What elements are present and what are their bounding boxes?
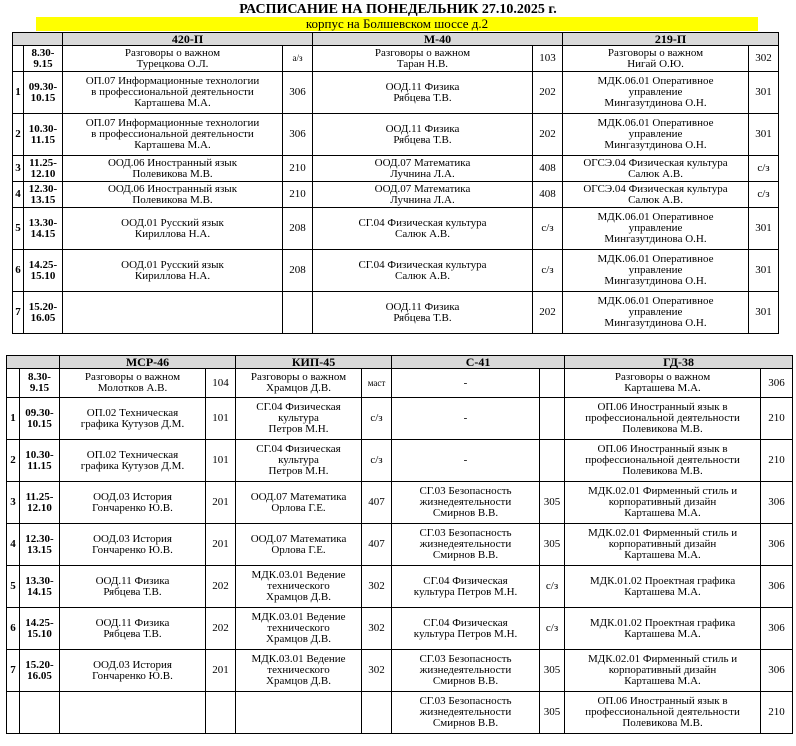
group-header: С-41 bbox=[392, 356, 565, 369]
lesson-room: а/з bbox=[283, 46, 313, 72]
lesson-subject: ООД.07 Математика Лучнина Л.А. bbox=[313, 156, 533, 182]
lesson-room: 202 bbox=[206, 566, 236, 608]
lesson-subject: ООД.03 История Гончаренко Ю.В. bbox=[60, 524, 206, 566]
lesson-subject bbox=[63, 292, 283, 334]
schedule-row bbox=[13, 182, 779, 208]
lesson-room bbox=[206, 692, 236, 734]
schedule-row bbox=[7, 566, 793, 608]
lesson-room: 306 bbox=[761, 650, 793, 692]
lesson-number: 4 bbox=[13, 182, 24, 208]
lesson-subject: СГ.03 Безопасность жизнедеятельности Смирнов В.В. bbox=[392, 692, 540, 734]
lesson-subject: СГ.04 Физическая культура Петров М.Н. bbox=[236, 440, 362, 482]
lesson-room: 201 bbox=[206, 650, 236, 692]
lesson-time bbox=[20, 692, 60, 734]
lesson-time: 13.30- 14.15 bbox=[20, 566, 60, 608]
lesson-time: 14.25- 15.10 bbox=[24, 250, 63, 292]
lesson-subject: ООД.11 Физика Рябцева Т.В. bbox=[313, 114, 533, 156]
lesson-room: 101 bbox=[206, 440, 236, 482]
schedule-row bbox=[13, 250, 779, 292]
lesson-time: 14.25- 15.10 bbox=[20, 608, 60, 650]
lesson-room: 306 bbox=[761, 608, 793, 650]
lesson-room: 305 bbox=[540, 482, 565, 524]
lesson-room: 306 bbox=[761, 482, 793, 524]
schedule-table-2 bbox=[6, 355, 793, 734]
lesson-subject: ОП.02 Техническая графика Кутузов Д.М. bbox=[60, 398, 206, 440]
schedule-row bbox=[7, 650, 793, 692]
lesson-room: с/з bbox=[749, 156, 779, 182]
lesson-number: 3 bbox=[13, 156, 24, 182]
group-header-row bbox=[7, 356, 793, 369]
lesson-room: 202 bbox=[206, 608, 236, 650]
lesson-room: 301 bbox=[749, 72, 779, 114]
lesson-room: 305 bbox=[540, 692, 565, 734]
lesson-room bbox=[540, 398, 565, 440]
lesson-room: 202 bbox=[533, 292, 563, 334]
lesson-room: 301 bbox=[749, 250, 779, 292]
lesson-subject: ООД.06 Иностранный язык Полевикова М.В. bbox=[63, 156, 283, 182]
lesson-room: 408 bbox=[533, 156, 563, 182]
lesson-subject: ОП.02 Техническая графика Кутузов Д.М. bbox=[60, 440, 206, 482]
lesson-room: с/з bbox=[533, 208, 563, 250]
lesson-room: 305 bbox=[540, 524, 565, 566]
lesson-room: 306 bbox=[761, 566, 793, 608]
lesson-subject: Разговоры о важном Храмцов Д.В. bbox=[236, 369, 362, 398]
lesson-time: 13.30- 14.15 bbox=[24, 208, 63, 250]
lesson-time: 15.20- 16.05 bbox=[20, 650, 60, 692]
lesson-room: с/з bbox=[362, 398, 392, 440]
lesson-number bbox=[13, 46, 24, 72]
lesson-subject: ОГСЭ.04 Физическая культура Салюк А.В. bbox=[563, 156, 749, 182]
lesson-subject: - bbox=[392, 440, 540, 482]
group-header: ГД-38 bbox=[565, 356, 793, 369]
page-title: РАСПИСАНИЕ НА ПОНЕДЕЛЬНИК 27.10.2025 г. bbox=[239, 2, 557, 17]
lesson-subject: СГ.03 Безопасность жизнедеятельности Смирнов В.В. bbox=[392, 524, 540, 566]
lesson-subject: ОП.06 Иностранный язык в профессиональной деятельности Полевикова М.В. bbox=[565, 692, 761, 734]
lesson-subject: МДК.06.01 Оперативное управление Мингазутдинова О.Н. bbox=[563, 292, 749, 334]
lesson-subject: - bbox=[392, 398, 540, 440]
schedule-row bbox=[7, 524, 793, 566]
lesson-room: 302 bbox=[362, 566, 392, 608]
lesson-room: с/з bbox=[362, 440, 392, 482]
lesson-number: 7 bbox=[13, 292, 24, 334]
lesson-subject: ООД.11 Физика Рябцева Т.В. bbox=[313, 292, 533, 334]
schedule-row bbox=[7, 608, 793, 650]
lesson-subject: Разговоры о важном Молотков А.В. bbox=[60, 369, 206, 398]
lesson-subject: МДК.06.01 Оперативное управление Мингазутдинова О.Н. bbox=[563, 208, 749, 250]
lesson-room bbox=[283, 292, 313, 334]
group-header: МСР-46 bbox=[60, 356, 236, 369]
lesson-number: 7 bbox=[7, 650, 20, 692]
schedule-table-1 bbox=[12, 32, 779, 334]
corner-cell bbox=[13, 33, 63, 46]
lesson-room bbox=[540, 440, 565, 482]
group-header: 219-П bbox=[563, 33, 779, 46]
lesson-subject: ООД.03 История Гончаренко Ю.В. bbox=[60, 482, 206, 524]
lesson-subject: ООД.11 Физика Рябцева Т.В. bbox=[60, 566, 206, 608]
lesson-subject: Разговоры о важном Карташева М.А. bbox=[565, 369, 761, 398]
lesson-room: 301 bbox=[749, 208, 779, 250]
lesson-room: 104 bbox=[206, 369, 236, 398]
lesson-room: 306 bbox=[761, 369, 793, 398]
lesson-number bbox=[7, 692, 20, 734]
lesson-time: 8.30- 9.15 bbox=[20, 369, 60, 398]
lesson-subject: МДК.01.02 Проектная графика Карташева М.А. bbox=[565, 608, 761, 650]
lesson-room: с/з bbox=[540, 608, 565, 650]
schedule-row bbox=[13, 46, 779, 72]
lesson-subject: МДК.02.01 Фирменный стиль и корпоративный дизайн Карташева М.А. bbox=[565, 482, 761, 524]
lesson-room: 202 bbox=[533, 72, 563, 114]
lesson-room: 103 bbox=[533, 46, 563, 72]
lesson-subject: ООД.07 Математика Орлова Г.Е. bbox=[236, 482, 362, 524]
lesson-room bbox=[540, 369, 565, 398]
corner-cell bbox=[7, 356, 60, 369]
lesson-subject: ОГСЭ.04 Физическая культура Салюк А.В. bbox=[563, 182, 749, 208]
lesson-subject: ОП.07 Информационные технологии в профессиональной деятельности Карташева М.А. bbox=[63, 114, 283, 156]
lesson-subject: - bbox=[392, 369, 540, 398]
lesson-room: с/з bbox=[749, 182, 779, 208]
lesson-number bbox=[7, 369, 20, 398]
lesson-room: 101 bbox=[206, 398, 236, 440]
lesson-room: 302 bbox=[749, 46, 779, 72]
lesson-subject: МДК.06.01 Оперативное управление Мингазутдинова О.Н. bbox=[563, 250, 749, 292]
lesson-time: 11.25- 12.10 bbox=[24, 156, 63, 182]
lesson-number: 5 bbox=[7, 566, 20, 608]
lesson-subject: СГ.04 Физическая культура Салюк А.В. bbox=[313, 250, 533, 292]
lesson-subject: МДК.06.01 Оперативное управление Мингазутдинова О.Н. bbox=[563, 72, 749, 114]
lesson-number: 5 bbox=[13, 208, 24, 250]
lesson-subject: МДК.03.01 Ведение технического Храмцов Д.В. bbox=[236, 608, 362, 650]
lesson-subject bbox=[60, 692, 206, 734]
lesson-subject: ООД.11 Физика Рябцева Т.В. bbox=[313, 72, 533, 114]
lesson-subject: МДК.03.01 Ведение технического Храмцов Д.В. bbox=[236, 650, 362, 692]
lesson-room: 210 bbox=[283, 156, 313, 182]
lesson-subject: СГ.04 Физическая культура Салюк А.В. bbox=[313, 208, 533, 250]
lesson-subject: ООД.03 История Гончаренко Ю.В. bbox=[60, 650, 206, 692]
lesson-room: 305 bbox=[540, 650, 565, 692]
lesson-room: 201 bbox=[206, 524, 236, 566]
lesson-subject: ОП.07 Информационные технологии в профессиональной деятельности Карташева М.А. bbox=[63, 72, 283, 114]
schedule-row bbox=[13, 114, 779, 156]
lesson-time: 09.30- 10.15 bbox=[20, 398, 60, 440]
lesson-number: 6 bbox=[7, 608, 20, 650]
lesson-room: 210 bbox=[761, 440, 793, 482]
lesson-room: 210 bbox=[761, 398, 793, 440]
building-subtitle: корпус на Болшевском шоссе д.2 bbox=[36, 17, 758, 31]
lesson-subject: СГ.03 Безопасность жизнедеятельности Смирнов В.В. bbox=[392, 650, 540, 692]
lesson-room: 210 bbox=[283, 182, 313, 208]
lesson-room: маст bbox=[362, 369, 392, 398]
lesson-room: с/з bbox=[533, 250, 563, 292]
lesson-subject: СГ.04 Физическая культура Петров М.Н. bbox=[392, 566, 540, 608]
lesson-time: 10.30- 11.15 bbox=[24, 114, 63, 156]
lesson-room: 306 bbox=[283, 72, 313, 114]
schedule-row bbox=[7, 692, 793, 734]
group-header: 420-П bbox=[63, 33, 313, 46]
lesson-time: 10.30- 11.15 bbox=[20, 440, 60, 482]
lesson-room: 302 bbox=[362, 608, 392, 650]
lesson-room: 208 bbox=[283, 208, 313, 250]
lesson-subject: ООД.01 Русский язык Кириллова Н.А. bbox=[63, 208, 283, 250]
lesson-number: 1 bbox=[13, 72, 24, 114]
lesson-room: 301 bbox=[749, 114, 779, 156]
schedule-row bbox=[13, 72, 779, 114]
lesson-subject: МДК.02.01 Фирменный стиль и корпоративный дизайн Карташева М.А. bbox=[565, 650, 761, 692]
lesson-subject: ООД.01 Русский язык Кириллова Н.А. bbox=[63, 250, 283, 292]
lesson-subject: МДК.03.01 Ведение технического Храмцов Д.В. bbox=[236, 566, 362, 608]
lesson-room: 301 bbox=[749, 292, 779, 334]
schedule-row bbox=[7, 369, 793, 398]
lesson-number: 1 bbox=[7, 398, 20, 440]
lesson-subject: СГ.03 Безопасность жизнедеятельности Смирнов В.В. bbox=[392, 482, 540, 524]
lesson-subject: ООД.07 Математика Орлова Г.Е. bbox=[236, 524, 362, 566]
lesson-subject: ООД.07 Математика Лучнина Л.А. bbox=[313, 182, 533, 208]
schedule-row bbox=[7, 440, 793, 482]
lesson-time: 09.30- 10.15 bbox=[24, 72, 63, 114]
lesson-room: 210 bbox=[761, 692, 793, 734]
lesson-subject: СГ.04 Физическая культура Петров М.Н. bbox=[236, 398, 362, 440]
lesson-room: 208 bbox=[283, 250, 313, 292]
lesson-number: 6 bbox=[13, 250, 24, 292]
lesson-time: 8.30- 9.15 bbox=[24, 46, 63, 72]
lesson-subject: ООД.06 Иностранный язык Полевикова М.В. bbox=[63, 182, 283, 208]
lesson-subject bbox=[236, 692, 362, 734]
lesson-room: 407 bbox=[362, 482, 392, 524]
lesson-number: 3 bbox=[7, 482, 20, 524]
lesson-subject: Разговоры о важном Нигай О.Ю. bbox=[563, 46, 749, 72]
group-header: М-40 bbox=[313, 33, 563, 46]
lesson-room: 306 bbox=[761, 524, 793, 566]
schedule-row bbox=[7, 482, 793, 524]
lesson-number: 4 bbox=[7, 524, 20, 566]
lesson-room: 408 bbox=[533, 182, 563, 208]
lesson-room: 407 bbox=[362, 524, 392, 566]
lesson-room: с/з bbox=[540, 566, 565, 608]
group-header: КИП-45 bbox=[236, 356, 392, 369]
schedule-row bbox=[13, 156, 779, 182]
lesson-number: 2 bbox=[13, 114, 24, 156]
lesson-time: 12.30- 13.15 bbox=[24, 182, 63, 208]
lesson-time: 15.20- 16.05 bbox=[24, 292, 63, 334]
lesson-subject: Разговоры о важном Таран Н.В. bbox=[313, 46, 533, 72]
schedule-row bbox=[13, 208, 779, 250]
lesson-room bbox=[362, 692, 392, 734]
lesson-room: 306 bbox=[283, 114, 313, 156]
lesson-room: 302 bbox=[362, 650, 392, 692]
lesson-subject: МДК.06.01 Оперативное управление Мингазутдинова О.Н. bbox=[563, 114, 749, 156]
schedule-row bbox=[13, 292, 779, 334]
lesson-subject: Разговоры о важном Турецкова О.Л. bbox=[63, 46, 283, 72]
group-header-row bbox=[13, 33, 779, 46]
lesson-room: 201 bbox=[206, 482, 236, 524]
lesson-room: 202 bbox=[533, 114, 563, 156]
schedule-row bbox=[7, 398, 793, 440]
lesson-subject: МДК.02.01 Фирменный стиль и корпоративный дизайн Карташева М.А. bbox=[565, 524, 761, 566]
lesson-subject: ОП.06 Иностранный язык в профессиональной деятельности Полевикова М.В. bbox=[565, 398, 761, 440]
lesson-subject: СГ.04 Физическая культура Петров М.Н. bbox=[392, 608, 540, 650]
lesson-subject: МДК.01.02 Проектная графика Карташева М.А. bbox=[565, 566, 761, 608]
lesson-subject: ОП.06 Иностранный язык в профессиональной деятельности Полевикова М.В. bbox=[565, 440, 761, 482]
lesson-number: 2 bbox=[7, 440, 20, 482]
lesson-subject: ООД.11 Физика Рябцева Т.В. bbox=[60, 608, 206, 650]
lesson-time: 11.25- 12.10 bbox=[20, 482, 60, 524]
lesson-time: 12.30- 13.15 bbox=[20, 524, 60, 566]
